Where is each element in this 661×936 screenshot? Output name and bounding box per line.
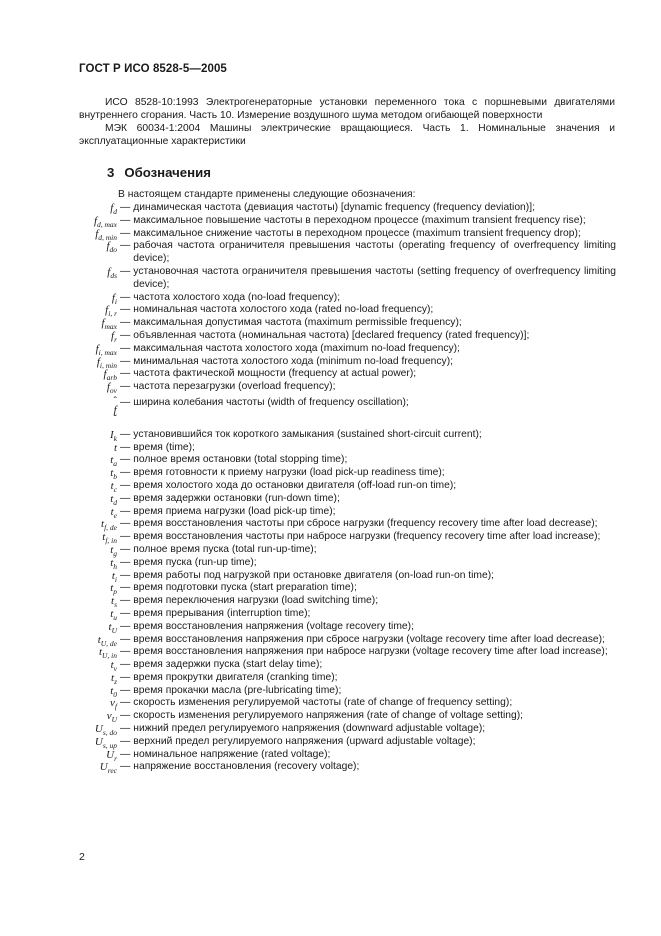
definition-symbol xyxy=(60,394,120,426)
definition-text: частота фактической мощности (frequency at actual power); xyxy=(133,368,417,380)
definition-symbol xyxy=(60,215,120,228)
definition-symbol xyxy=(60,557,120,570)
symbol-base: f xyxy=(95,227,99,240)
definition-symbol xyxy=(60,356,120,369)
symbol-subscript: c xyxy=(113,484,117,494)
definition-text: полное время пуска (total run-up-time); xyxy=(133,543,317,555)
symbol-subscript: s, up xyxy=(102,740,117,750)
definition-symbol xyxy=(60,467,120,480)
symbol-base: f xyxy=(107,265,111,278)
definition-text: объявленная частота (номинальная частота) [declared frequency (rated frequency)]; xyxy=(133,329,530,341)
definition-symbol xyxy=(60,761,120,774)
definition-item xyxy=(60,685,616,698)
symbol-base: U xyxy=(94,723,103,736)
definition-dash: — xyxy=(120,381,131,393)
page-number: 2 xyxy=(79,851,85,863)
symbol-base: ˆ f ˇ xyxy=(113,394,117,425)
definition-item xyxy=(60,544,616,557)
symbol-base: t xyxy=(110,467,114,480)
definition-dash: — xyxy=(120,291,131,303)
definition-dash: — xyxy=(120,646,131,658)
symbol-base: t xyxy=(101,518,105,531)
definition-symbol xyxy=(60,710,120,723)
definition-text: нижний предел регулируемого напряжения (downward adjustable voltage); xyxy=(133,723,486,735)
symbol-base: U xyxy=(106,748,115,761)
symbol-subscript: r xyxy=(114,334,117,344)
symbol-subscript: do xyxy=(109,245,117,255)
definition-dash: — xyxy=(120,329,131,341)
symbol-subscript: z xyxy=(114,676,117,686)
symbol-subscript: v xyxy=(113,664,117,674)
definition-text: время прерывания (interruption time); xyxy=(133,607,311,619)
definition-symbol xyxy=(60,317,120,330)
definition-symbol xyxy=(60,621,120,634)
definition-symbol xyxy=(60,582,120,595)
definition-dash: — xyxy=(120,697,131,709)
definition-text: время переключения нагрузки (load switching time); xyxy=(133,595,379,607)
definition-symbol xyxy=(60,544,120,557)
hat-mark: ˆ xyxy=(113,394,117,407)
definition-dash: — xyxy=(120,479,131,491)
symbol-base: v xyxy=(106,710,112,723)
symbol-subscript: f, in xyxy=(105,536,117,546)
definition-symbol xyxy=(60,672,120,685)
definition-item xyxy=(60,480,616,493)
definition-text: время холостого хода до остановки двигателя (off-load run-on time); xyxy=(133,479,457,491)
definition-dash: — xyxy=(120,202,131,213)
definition-dash: — xyxy=(120,428,131,440)
definition-dash: — xyxy=(120,569,131,581)
definition-item xyxy=(60,570,616,583)
symbol-base: t xyxy=(110,543,114,556)
symbol-subscript: u xyxy=(113,612,117,622)
definition-symbol xyxy=(60,330,120,343)
symbol-subscript: f xyxy=(114,702,117,712)
symbol-base: t xyxy=(110,479,114,492)
definition-item xyxy=(60,634,616,647)
definition-dash: — xyxy=(120,227,131,239)
definition-text: скорость изменения регулируемого напряжения (rate of change of voltage setting); xyxy=(133,710,524,722)
definition-text: время прокрутки двигателя (cranking time); xyxy=(133,671,338,683)
definition-dash: — xyxy=(120,620,131,632)
symbol-base: v xyxy=(110,697,115,710)
definition-item xyxy=(60,343,616,356)
definition-text: минимальная частота холостого хода (minimum no-load frequency); xyxy=(133,355,453,367)
definition-item xyxy=(60,381,616,394)
reference-item: МЭК 60034-1:2004 Машины электрические вращающиеся. Часть 1. Номинальные значения и эксплуатационные характеристики xyxy=(79,123,615,147)
definition-dash: — xyxy=(120,518,131,530)
symbol-subscript: d, min xyxy=(98,232,117,242)
symbol-base: f xyxy=(106,381,110,394)
definition-symbol xyxy=(60,228,120,241)
symbol-base: f xyxy=(101,317,105,330)
symbol-base: t xyxy=(111,569,115,582)
definition-dash: — xyxy=(120,441,131,453)
definition-symbol xyxy=(60,749,120,762)
symbol-base: t xyxy=(97,633,101,646)
definition-dash: — xyxy=(120,761,131,773)
symbol-base: f xyxy=(111,291,115,304)
definition-dash: — xyxy=(120,735,131,747)
definition-item xyxy=(60,317,616,330)
symbol-subscript: s, do xyxy=(102,728,117,738)
symbol-base: t xyxy=(110,659,114,672)
definition-symbol xyxy=(60,518,120,531)
section-title: Обозначения xyxy=(124,165,211,180)
definition-text: полное время остановки (total stopping time); xyxy=(133,454,348,466)
definition-item xyxy=(60,356,616,369)
definition-symbol xyxy=(60,634,120,647)
definition-symbol xyxy=(60,685,120,698)
symbol-base: t xyxy=(98,646,102,659)
definition-item xyxy=(60,506,616,519)
definition-item xyxy=(60,749,616,762)
definition-text: динамическая частота (девиация частоты) [dynamic frequency (frequency deviation)]; xyxy=(133,202,535,213)
definition-dash: — xyxy=(120,748,131,760)
definition-item xyxy=(60,228,616,241)
definition-text: максимальная допустимая частота (maximum permissible frequency); xyxy=(133,317,462,329)
definition-dash: — xyxy=(120,368,131,380)
definition-text: время приема нагрузки (load pick-up time); xyxy=(133,505,336,517)
definition-dash: — xyxy=(120,633,131,645)
definition-text: время работы под нагрузкой при остановке двигателя (on-load run-on time); xyxy=(133,569,495,581)
reference-item: ИСО 8528-10:1993 Электрогенераторные установки переменного тока с поршневыми двигателями внутреннего сгорания. Часть 10. Измерение воздушного шума методом огибающей поверхности xyxy=(79,97,615,121)
symbol-base: t xyxy=(110,492,114,505)
definition-dash: — xyxy=(120,396,131,408)
symbol-subscript: 0 xyxy=(113,689,117,699)
definition-item xyxy=(60,710,616,723)
definition-text: скорость изменения регулируемой частоты (rate of change of frequency setting); xyxy=(133,697,513,709)
definition-text: установившийся ток короткого замыкания (sustained short-circuit current); xyxy=(133,428,482,440)
symbol-subscript: s xyxy=(114,600,117,610)
definition-dash: — xyxy=(120,582,131,594)
symbol-subscript: p xyxy=(113,587,117,597)
definition-symbol xyxy=(60,646,120,659)
definition-text: максимальное снижение частоты в переходном процессе (maximum transient frequency drop); xyxy=(133,227,581,239)
symbol-base: f xyxy=(93,214,97,227)
definition-text: время восстановления частоты при сбросе нагрузки (frequency recovery time after load decrease); xyxy=(133,518,598,530)
definition-symbol xyxy=(60,343,120,356)
symbol-base: f xyxy=(111,329,115,342)
symbol-base: t xyxy=(108,620,112,633)
definition-dash: — xyxy=(120,710,131,722)
definition-symbol xyxy=(60,506,120,519)
symbol-subscript: g xyxy=(113,548,117,558)
symbol-base: f xyxy=(95,342,99,355)
symbol-base: f xyxy=(103,368,107,381)
definition-symbol xyxy=(60,659,120,672)
definition-symbol xyxy=(60,736,120,749)
definition-item xyxy=(60,429,616,442)
section-number: 3 xyxy=(107,165,115,180)
definition-item xyxy=(60,672,616,685)
symbol-base: f xyxy=(96,355,100,368)
definition-text: рабочая частота ограничителя превышения частоты (operating frequency of overfrequency limiting device); xyxy=(133,240,616,265)
definition-dash: — xyxy=(120,659,131,671)
definition-item xyxy=(60,531,616,544)
symbol-base: U xyxy=(94,735,103,748)
symbol-base: t xyxy=(110,556,114,569)
definition-text: время восстановления напряжения при набросе нагрузки (voltage recovery time after load increase); xyxy=(133,646,608,658)
definition-symbol xyxy=(60,608,120,621)
symbol-subscript: i, min xyxy=(99,360,117,370)
definition-item xyxy=(60,304,616,317)
definition-dash: — xyxy=(120,240,131,252)
symbol-subscript: i, r xyxy=(108,309,117,319)
definition-item xyxy=(60,621,616,634)
definition-symbol xyxy=(60,266,120,279)
definition-item xyxy=(60,292,616,305)
definition-symbol xyxy=(60,493,120,506)
definition-dash: — xyxy=(120,607,131,619)
symbol-base: t xyxy=(110,454,114,467)
definition-item xyxy=(60,240,616,266)
symbol-subscript: max xyxy=(104,322,117,332)
symbol-subscript: i xyxy=(114,296,117,306)
symbol-subscript: U xyxy=(111,625,117,635)
definition-item xyxy=(60,608,616,621)
definition-item xyxy=(60,266,616,292)
symbol-subscript: ov xyxy=(109,386,117,396)
symbol-subscript: r xyxy=(114,753,117,763)
definition-dash: — xyxy=(120,684,131,696)
definition-symbol xyxy=(60,304,120,317)
definition-symbol xyxy=(60,368,120,381)
definition-item xyxy=(60,761,616,774)
definition-item xyxy=(60,723,616,736)
definition-dash: — xyxy=(120,454,131,466)
definitions-list xyxy=(60,202,616,774)
definition-text: время восстановления напряжения (voltage recovery time); xyxy=(133,620,414,632)
definition-dash: — xyxy=(120,671,131,683)
definition-symbol xyxy=(60,240,120,253)
definition-symbol xyxy=(60,202,120,215)
definition-text: время пуска (run-up time); xyxy=(133,556,257,568)
definition-dash: — xyxy=(120,531,131,543)
symbol-subscript: U, de xyxy=(100,638,117,648)
symbol-base: t xyxy=(110,505,114,518)
definition-item xyxy=(60,442,616,455)
definition-symbol xyxy=(60,480,120,493)
symbol-subscript: e xyxy=(113,510,117,520)
definition-item xyxy=(60,659,616,672)
definition-dash: — xyxy=(120,317,131,329)
symbol-base: t xyxy=(113,441,117,454)
symbol-base: I xyxy=(109,428,114,441)
definition-text: время задержки пуска (start delay time); xyxy=(133,659,323,671)
definition-item xyxy=(60,454,616,467)
symbol-subscript: U xyxy=(111,715,117,725)
definition-text: время готовности к приему нагрузки (load pick-up readiness time); xyxy=(133,467,445,479)
definition-text: время прокачки масла (pre-lubricating time); xyxy=(133,684,342,696)
definition-item xyxy=(60,557,616,570)
symbol-subscript: U, in xyxy=(102,651,117,661)
definition-item xyxy=(60,330,616,343)
definition-symbol xyxy=(60,531,120,544)
definition-dash: — xyxy=(120,505,131,517)
definition-item xyxy=(60,697,616,710)
definition-item xyxy=(60,595,616,608)
definition-symbol xyxy=(60,697,120,710)
definition-text: установочная частота ограничителя превышения частоты (setting frequency of overfrequency limiting device); xyxy=(133,265,616,290)
symbol-base: U xyxy=(99,761,108,774)
definition-text: частота холостого хода (no-load frequency); xyxy=(133,291,341,303)
definition-text: ширина колебания частоты (width of frequency oscillation); xyxy=(133,396,409,408)
section-heading xyxy=(107,165,211,180)
symbol-subscript: ds xyxy=(110,270,117,280)
definition-text: номинальное напряжение (rated voltage); xyxy=(133,748,331,760)
document-header: ГОСТ Р ИСО 8528-5—2005 xyxy=(79,63,227,75)
symbol-subscript: b xyxy=(113,472,117,482)
definition-symbol xyxy=(60,292,120,305)
symbol-base: f xyxy=(106,240,110,253)
definition-symbol xyxy=(60,429,120,442)
definition-item xyxy=(60,493,616,506)
definition-item xyxy=(60,215,616,228)
definition-text: время восстановления частоты при набросе нагрузки (frequency recovery time after load increase); xyxy=(133,531,601,543)
symbol-base: t xyxy=(110,607,114,620)
definition-item xyxy=(60,467,616,480)
definition-dash: — xyxy=(120,556,131,568)
symbol-subscript: f, de xyxy=(104,523,117,533)
symbol-subscript: d, max xyxy=(97,219,117,229)
definition-dash: — xyxy=(120,355,131,367)
definition-text: время (time); xyxy=(133,441,195,453)
symbol-subscript: arb xyxy=(106,373,117,383)
symbol-subscript: a xyxy=(113,459,117,469)
definition-text: напряжение восстановления (recovery voltage); xyxy=(133,761,360,773)
definition-dash: — xyxy=(120,214,131,226)
definition-symbol xyxy=(60,595,120,608)
definition-text: верхний предел регулируемого напряжения (upward adjustable voltage); xyxy=(133,735,476,747)
definition-dash: — xyxy=(120,467,131,479)
definition-item xyxy=(60,646,616,659)
symbol-subscript: h xyxy=(113,561,117,571)
definition-text: время задержки остановки (run-down time); xyxy=(133,492,340,504)
symbol-subscript: d xyxy=(113,207,117,216)
definition-item xyxy=(60,518,616,531)
definition-dash: — xyxy=(120,265,131,277)
definition-item xyxy=(60,736,616,749)
symbol-base: t xyxy=(111,671,115,684)
symbol-base: t xyxy=(110,582,114,595)
definition-text: частота перезагрузки (overload frequency); xyxy=(133,381,336,393)
normative-references xyxy=(79,97,615,149)
definition-text: время подготовки пуска (start preparation time); xyxy=(133,582,357,594)
definition-symbol xyxy=(60,723,120,736)
definition-dash: — xyxy=(120,543,131,555)
definition-dash: — xyxy=(120,595,131,607)
definition-text: номинальная частота холостого хода (rated no-load frequency); xyxy=(133,304,434,316)
definition-dash: — xyxy=(120,304,131,316)
definition-item xyxy=(60,394,616,426)
definition-symbol xyxy=(60,381,120,394)
definition-item xyxy=(60,582,616,595)
symbol-subscript: d xyxy=(113,497,117,507)
definition-symbol xyxy=(60,570,120,583)
symbol-base: t xyxy=(110,684,114,697)
symbol-subscript: rec xyxy=(107,766,117,776)
symbol-subscript: i, max xyxy=(98,347,117,357)
definition-text: максимальная частота холостого хода (maximum no-load frequency); xyxy=(133,342,460,354)
definition-text: максимальное повышение частоты в переходном процессе (maximum transient frequency rise); xyxy=(133,214,586,226)
definition-item xyxy=(60,202,616,215)
definition-dash: — xyxy=(120,492,131,504)
check-mark: ˇ xyxy=(113,412,117,425)
symbol-subscript: i xyxy=(114,574,117,584)
definition-symbol xyxy=(60,454,120,467)
section-intro: В настоящем стандарте применены следующие обозначения: xyxy=(118,189,416,200)
symbol-base: t xyxy=(111,595,115,608)
definition-item xyxy=(60,368,616,381)
symbol-base: f xyxy=(110,202,114,214)
definition-text: время восстановления напряжения при сбросе нагрузки (voltage recovery time after load decrease); xyxy=(133,633,605,645)
definition-symbol xyxy=(60,442,120,455)
definition-dash: — xyxy=(120,723,131,735)
symbol-subscript: k xyxy=(113,433,117,443)
definition-dash: — xyxy=(120,342,131,354)
symbol-base: t xyxy=(102,531,106,544)
symbol-base: f xyxy=(105,304,109,317)
